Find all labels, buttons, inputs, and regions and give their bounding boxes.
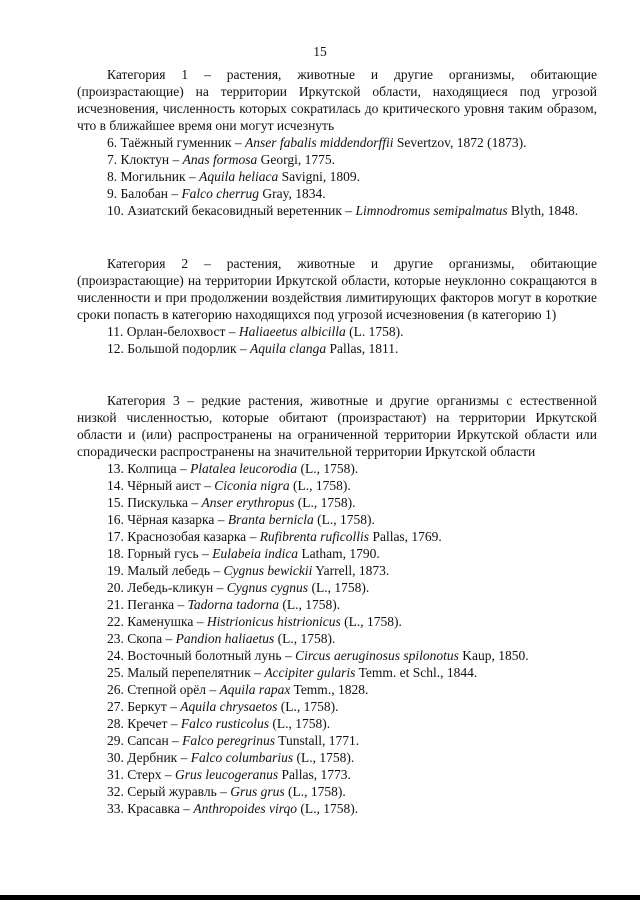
category-3-list <box>77 460 597 817</box>
list-item: 9. Балобан – Falco cherrug Gray, 1834. <box>107 186 326 201</box>
list-item: 24. Восточный болотный лунь – Circus aeruginosus spilonotus Kaup, 1850. <box>107 648 529 663</box>
list-item: 26. Степной орёл – Aquila rapax Temm., 1828. <box>107 682 369 697</box>
list-item: 15. Пискулька – Anser erythropus (L., 1758). <box>107 495 356 510</box>
list-item: 16. Чёрная казарка – Branta bernicla (L., 1758). <box>107 512 375 527</box>
list-item: 20. Лебедь-кликун – Cygnus cygnus (L., 1758). <box>107 580 370 595</box>
list-item: 18. Горный гусь – Eulabeia indica Latham, 1790. <box>107 546 380 561</box>
category-3-section <box>77 392 597 817</box>
list-item: 33. Красавка – Anthropoides virqo (L., 1758). <box>107 801 359 816</box>
list-item: 7. Клоктун – Anas formosa Georgi, 1775. <box>107 152 335 167</box>
list-item: 30. Дербник – Falco columbarius (L., 1758). <box>107 750 355 765</box>
list-item: 14. Чёрный аист – Ciconia nigra (L., 1758). <box>107 478 351 493</box>
list-item: 29. Сапсан – Falco peregrinus Tunstall, 1771. <box>107 733 360 748</box>
list-item: 21. Пеганка – Tadorna tadorna (L., 1758). <box>107 597 341 612</box>
list-item: 8. Могильник – Aquila heliaca Savigni, 1809. <box>107 169 360 184</box>
list-item: 32. Серый журавль – Grus grus (L., 1758). <box>107 784 346 799</box>
list-item: 10. Азиатский бекасовидный веретенник – Limnodromus semipalmatus Blyth, 1848. <box>107 203 579 218</box>
list-item: 12. Большой подорлик – Aquila clanga Pallas, 1811. <box>107 341 399 356</box>
category-2-section <box>77 255 597 357</box>
list-item: 28. Кречет – Falco rusticolus (L., 1758). <box>107 716 331 731</box>
list-item: 11. Орлан-белохвост – Haliaeetus albicilla (L. 1758). <box>107 324 404 339</box>
page-number: 15 <box>313 44 327 59</box>
list-item: 13. Колпица – Platalea leucorodia (L., 1758). <box>107 461 359 476</box>
category-1-definition: Категория 1 – растения, животные и другие организмы, обитающие (произрастающие) на территории Иркутской области, находящиеся под угрозой исчезновения, численность которых сократилась до критического уровня таким образом, что в ближайшее время они могут исчезнуть <box>77 67 597 133</box>
list-item: 23. Скопа – Pandion haliaetus (L., 1758). <box>107 631 336 646</box>
category-2-definition: Категория 2 – растения, животные и другие организмы, обитающие (произрастающие) на территории Иркутской области, которые неуклонно сокращаются в численности и при продолжении воздействия лимитирующих факторов могут в короткие сроки попасть в категорию находящихся под угрозой исчезновения (в категорию 1) <box>77 256 597 322</box>
bottom-border-line <box>0 895 640 900</box>
list-item: 22. Каменушка – Histrionicus histrionicus (L., 1758). <box>107 614 402 629</box>
list-item: 6. Таёжный гуменник – Anser fabalis middendorffii Severtzov, 1872 (1873). <box>107 135 527 150</box>
list-item: 25. Малый перепелятник – Accipiter gularis Temm. et Schl., 1844. <box>107 665 478 680</box>
category-3-definition: Категория 3 – редкие растения, животные и другие организмы с естественной низкой численностью, которые обитают (произрастают) на территории Иркутской области и (или) распространены на ограниченной территории Иркутской области или спорадически распространены на значительной территории Иркутской области <box>77 393 597 459</box>
list-item: 31. Стерх – Grus leucogeranus Pallas, 1773. <box>107 767 351 782</box>
list-item: 19. Малый лебедь – Cygnus bewickii Yarrell, 1873. <box>107 563 390 578</box>
category-1-section <box>77 66 597 219</box>
list-item: 17. Краснозобая казарка – Rufibrenta ruficollis Pallas, 1769. <box>107 529 442 544</box>
list-item: 27. Беркут – Aquila chrysaetos (L., 1758). <box>107 699 339 714</box>
